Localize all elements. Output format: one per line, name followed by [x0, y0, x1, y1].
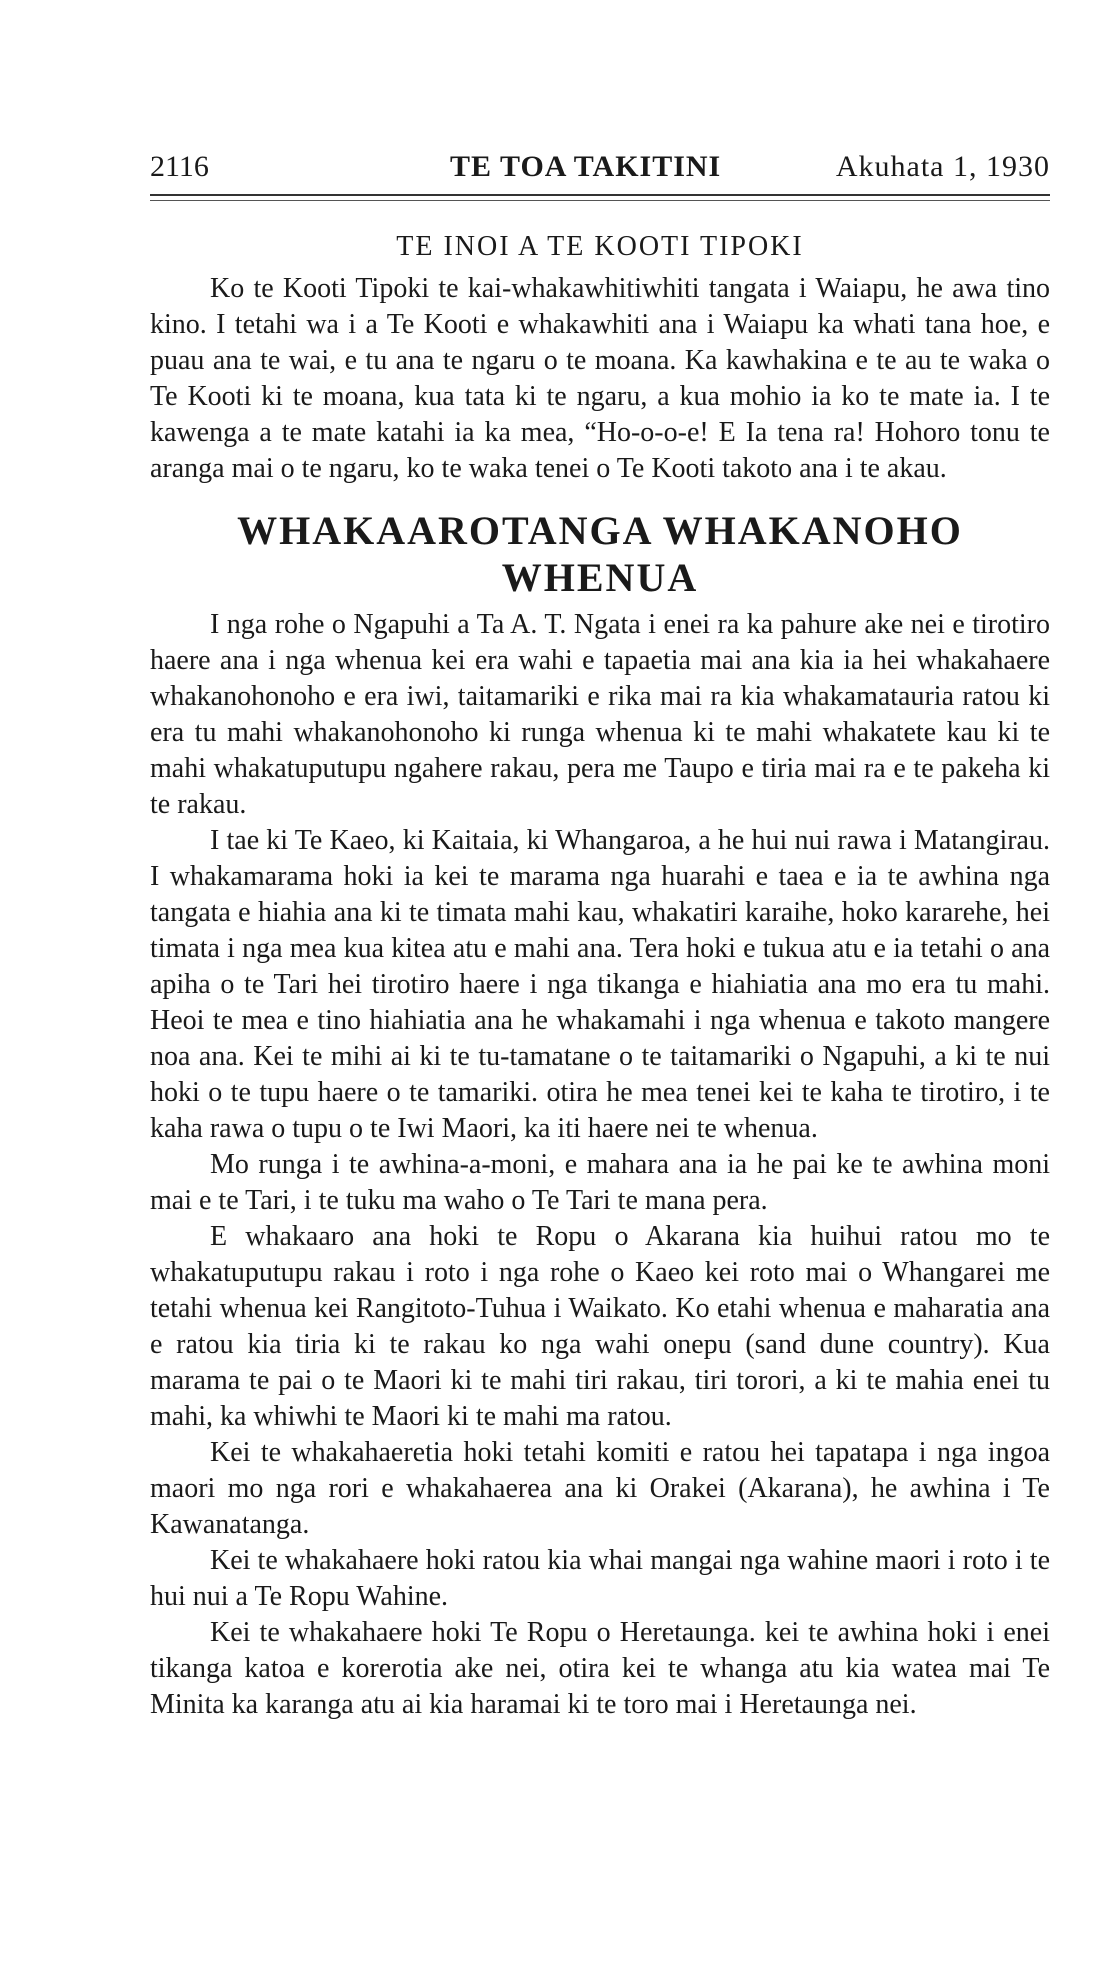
header-rule	[150, 194, 1050, 201]
journal-title: TE TOA TAKITINI	[450, 150, 722, 183]
article-title: TE INOI A TE KOOTI TIPOKI	[396, 231, 804, 262]
article-title: WHAKAAROTANGA WHAKANOHO WHENUA	[237, 508, 963, 600]
page	[150, 150, 1050, 1723]
article-paragraph: Kei te whakahaeretia hoki tetahi komiti e ratou hei tapatapa i nga ingoa maori mo nga rori e whakahaerea ana ki Orakei (Akarana), he awhina i Te Kawanatanga.	[150, 1437, 1050, 1540]
article-paragraph: Kei te whakahaere hoki ratou kia whai mangai nga wahine maori i roto i te hui nui a Te Ropu Wahine.	[150, 1545, 1050, 1612]
article-paragraph: E whakaaro ana hoki te Ropu o Akarana kia huihui ratou mo te whakatuputupu rakau i roto i nga rohe o Kaeo kei roto mai o Whangarei me tetahi whenua kei Rangitoto-Tuhua i Waikato. Ko etahi whenua e maharatia ana e ratou kia tiria ki te rakau ko nga wahi onepu (sand dune country). Kua marama te pai o te Maori ki te mahi tiri rakau, tiri torori, a ki te mahia enei tu mahi, ka whiwhi te Maori ki te mahi ma ratou.	[150, 1221, 1050, 1432]
article-paragraph: Mo runga i te awhina-a-moni, e mahara ana ia he pai ke te awhina moni mai e te Tari, i te tuku ma waho o Te Tari te mana pera.	[150, 1149, 1050, 1216]
running-header	[150, 150, 1050, 190]
article-paragraph: Kei te whakahaere hoki Te Ropu o Heretaunga. kei te awhina hoki i enei tikanga katoa e korerotia ake nei, otira kei te whanga atu kia watea mai Te Minita ka karanga atu ai kia haramai ki te toro mai i Heretaunga nei.	[150, 1617, 1050, 1720]
article-paragraph: Ko te Kooti Tipoki te kai-whakawhitiwhiti tangata i Waiapu, he awa tino kino. I tetahi wa i a Te Kooti e whakawhiti ana i Waiapu ka whati tana hoe, e puau ana te wai, e tu ana te ngaru o te moana. Ka kawhakina e te au te waka o Te Kooti ki te moana, kua tata ki te ngaru, a kua mohio ia ko te mate ia. I te kawenga a te mate katahi ia ka mea, “Ho-o-o-e! E Ia tena ra! Hohoro tonu te aranga mai o te ngaru, ko te waka tenei o Te Kooti takoto ana i te akau.	[150, 273, 1050, 484]
article-paragraph: I tae ki Te Kaeo, ki Kaitaia, ki Whangaroa, a he hui nui rawa i Matangirau. I whakamarama hoki ia kei te marama nga huarahi e taea e ia te awhina nga tangata e hiahia ana ki te timata mahi kau, whakatiri karaihe, hoko kararehe, hei timata i nga mea kua kitea atu e mahi ana. Tera hoki e tukua atu e ia tetahi o ana apiha o te Tari hei tirotiro haere i nga tikanga e hiahiatia ana mo era tu mahi. Heoi te mea e tino hiahiatia ana he whakamahi i nga whenua e takoto mangere noa ana. Kei te mihi ai ki te tu-tamatane o te taitamariki o Ngapuhi, a ki te nui hoki o te tupu haere o te tamariki. otira he mea tenei kei te kaha te tirotiro, i te kaha rawa o tupu o te Iwi Maori, ka iti haere nei te whenua.	[150, 825, 1050, 1144]
page-number: 2116	[150, 150, 209, 183]
issue-date: Akuhata 1, 1930	[835, 150, 1050, 183]
article-paragraph: I nga rohe o Ngapuhi a Ta A. T. Ngata i enei ra ka pahure ake nei e tirotiro haere ana i nga whenua kei era wahi e tapaetia mai ana kia ia hei whakahaere whakanohonoho e era iwi, taitamariki e rika mai ra kia whakamatauria ratou ki era tu mahi whakanohonoho ki runga whenua ki te mahi whakatete kau ki te mahi whakatuputupu ngahere rakau, pera me Taupo e tiria mai ra e te pakeha ki te rakau.	[150, 609, 1050, 820]
